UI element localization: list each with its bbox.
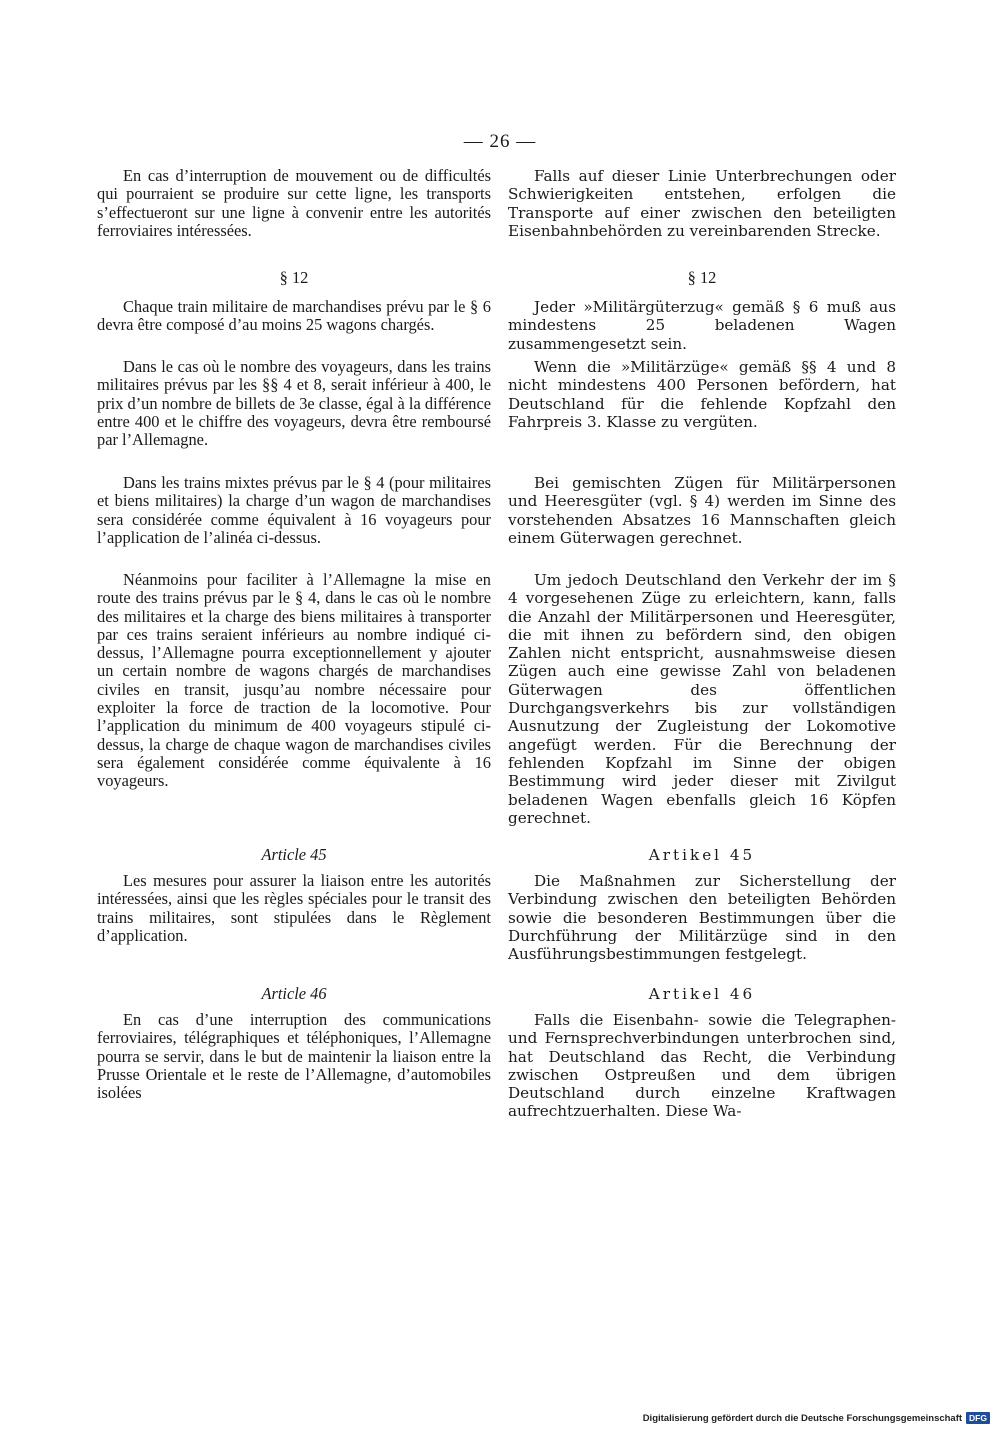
footer-text: Digitalisierung gefördert durch die Deutsche Forschungsgemeinschaft bbox=[642, 1412, 963, 1424]
de-section-12-heading: § 12 bbox=[687, 268, 717, 287]
fr-article-45-heading: Article 45 bbox=[261, 845, 327, 864]
de-article-45-heading: Artikel 45 bbox=[648, 846, 756, 864]
de-paragraph-6: Die Maßnahmen zur Sicherstellung der Verbindung zwischen den beteiligten Behörden sowie die besonderen Bestimmungen über die Durchführung der Militärzüge sind in den Ausführungsbestimmungen festgelegt. bbox=[508, 872, 896, 964]
de-paragraph-7: Falls die Eisenbahn- sowie die Telegraphen- und Fernsprechverbindungen unterbrochen sind, hat Deutschland das Recht, die Verbindung zwischen Ostpreußen und dem übrigen Deutschland durch einzelne Kraftwagen aufrechtzuerhalten. Diese Wa- bbox=[508, 1011, 896, 1121]
de-paragraph-1: Falls auf dieser Linie Unterbrechungen oder Schwierigkeiten entstehen, erfolgen die Transporte auf einer zwischen den beteiligten Eisenbahnbehörden zu vereinbarenden Strecke. bbox=[508, 167, 896, 240]
fr-paragraph-7: En cas d’une interruption des communications ferroviaires, télégraphiques et téléphoniques, l’Allemagne pourra se servir, dans le but de maintenir la liaison entre la Prusse Orientale et le reste de l’Allemagne, d’automobiles isolées bbox=[97, 1010, 491, 1103]
fr-paragraph-2: Chaque train militaire de marchandises prévu par le § 6 devra être composé d’au moins 25 wagons chargés. bbox=[97, 297, 491, 335]
fr-section-12-heading: § 12 bbox=[279, 268, 309, 287]
digitization-footer bbox=[643, 1412, 990, 1424]
fr-paragraph-4: Dans les trains mixtes prévus par le § 4 (pour militaires et biens militaires) la charge d’un wagon de marchandises sera considérée comme équivalent à 16 voyageurs pour l’application de l’alinéa ci-dessus. bbox=[97, 473, 491, 547]
de-paragraph-5: Um jedoch Deutschland den Verkehr der im § 4 vorgesehenen Züge zu erleichtern, kann, falls die Anzahl der Militärpersonen und Heeresgüter, die mit ihnen zu befördern sind, den obigen Zahlen nicht entspricht, ausnahmsweise diesen Zügen auch eine gewisse Zahl von beladenen Güterwagen des öffentlichen Durchgangsverkehrs bis zur vollständigen Ausnutzung der Zugleistung der Lokomotive angefügt werden. Für die Berechnung der fehlenden Kopfzahl im Sinne der obigen Bestimmung wird jeder dieser mit Zivilgut beladenen Wagen ebenfalls gleich 16 Köpfen gerechnet. bbox=[508, 571, 896, 827]
fr-paragraph-6: Les mesures pour assurer la liaison entre les autorités intéressées, ainsi que les règles spéciales pour le transit des trains militaires, sont stipulées dans le Règlement d’application. bbox=[97, 871, 491, 945]
fr-article-46-heading: Article 46 bbox=[261, 984, 327, 1003]
de-article-46-heading: Artikel 46 bbox=[648, 985, 756, 1003]
de-paragraph-4: Bei gemischten Zügen für Militärpersonen und Heeresgüter (vgl. § 4) werden im Sinne des vorstehenden Absatzes 16 Mannschaften gleich einem Güterwagen gerechnet. bbox=[508, 474, 896, 547]
fr-paragraph-1: En cas d’interruption de mouvement ou de difficultés qui pourraient se produire sur cette ligne, les transports s’effectueront sur une ligne à convenir entre les autorités ferroviaires intéressées. bbox=[97, 166, 491, 240]
de-paragraph-2: Jeder »Militärgüterzug« gemäß § 6 muß aus mindestens 25 beladenen Wagen zusammengesetzt sein. bbox=[508, 298, 896, 353]
dfg-logo: DFG bbox=[966, 1412, 990, 1424]
fr-paragraph-5: Néanmoins pour faciliter à l’Allemagne la mise en route des trains prévus par le § 4, dans le cas où le nombre des militaires et la charge des biens militaires à transporter par ces trains seraient inférieurs au nombre indiqué ci-dessus, l’Allemagne pourra exceptionnellement y ajouter un certain nombre de wagons chargés de marchandises civiles en transit, jusqu’au nombre nécessaire pour exploiter la force de traction de la locomotive. Pour l’application du minimum de 400 voyageurs stipulé ci-dessus, la charge de chaque wagon de marchandises civiles sera également considérée comme équivalente à 16 voyageurs. bbox=[97, 570, 491, 791]
page-number: — 26 — bbox=[463, 131, 537, 152]
fr-paragraph-3: Dans le cas où le nombre des voyageurs, dans les trains militaires prévus par les §§ 4 et 8, serait inférieur à 400, le prix d’un nombre de billets de 3e classe, égal à la différence entre 400 et le chiffre des voyageurs, devra être remboursé par l’Allemagne. bbox=[97, 357, 491, 450]
de-paragraph-3: Wenn die »Militärzüge« gemäß §§ 4 und 8 nicht mindestens 400 Personen befördern, hat Deutschland für die fehlende Kopfzahl den Fahrpreis 3. Klasse zu vergüten. bbox=[508, 358, 896, 431]
